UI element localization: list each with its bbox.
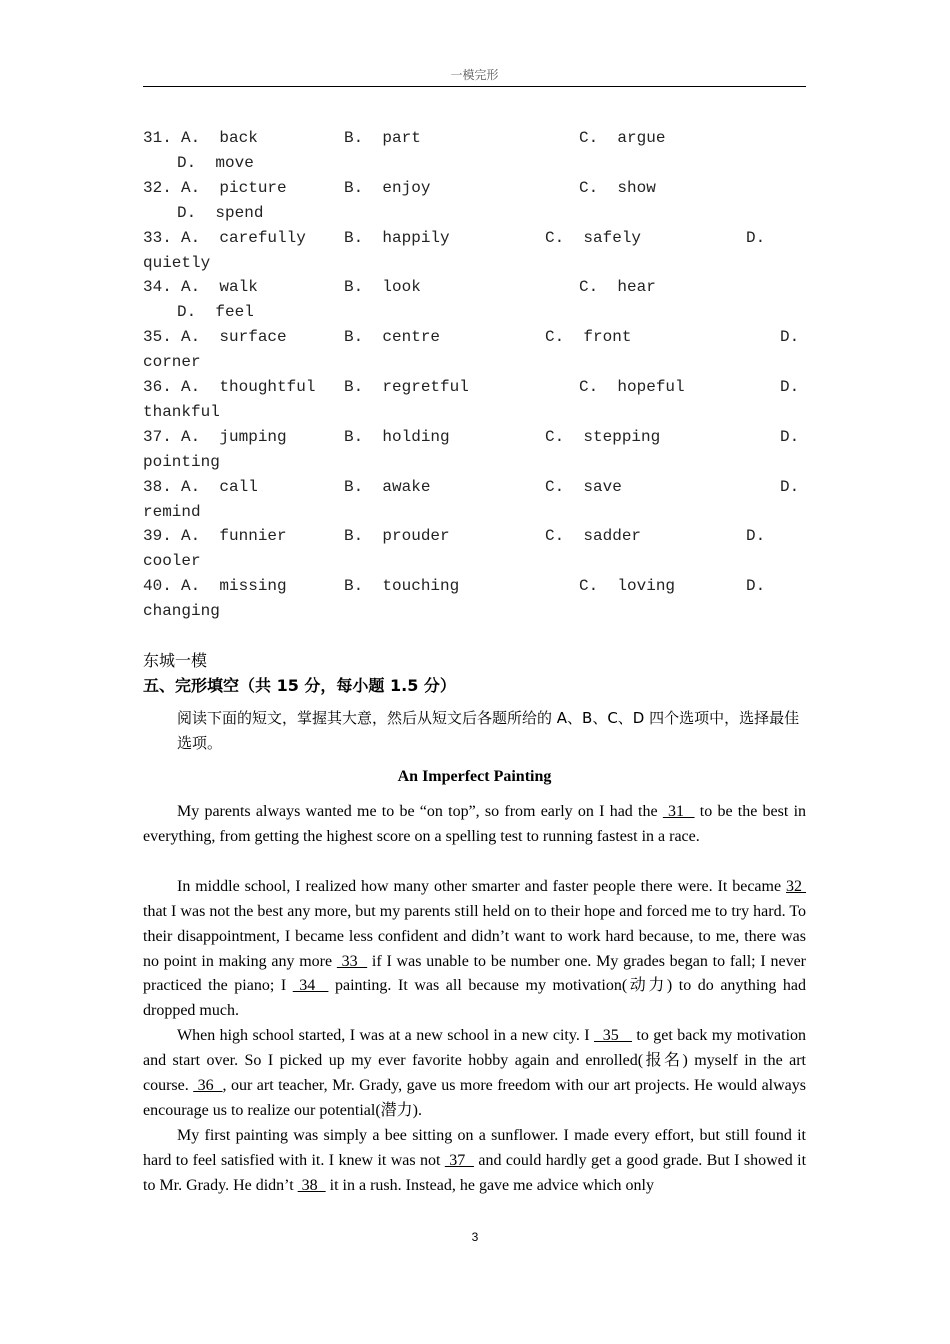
answer-options-list [143,126,806,624]
page-number: 3 [471,1230,479,1244]
option-a: A. call [181,477,258,496]
option-d-text: pointing [143,452,220,471]
header-title: 一模完形 [450,68,499,82]
option-c: C. hopeful [579,377,685,396]
text: and could hardly get a good grade. But I showed it to Mr. Grady. He didn’t [143,1151,807,1194]
text: In middle school, I realized how many other smarter and faster people there were. It became [177,877,786,895]
blank-36: 36 [193,1077,223,1095]
option-item-37 [143,425,806,475]
option-b: B. centre [344,328,441,347]
option-a: A. surface [181,328,287,347]
blank-31: 31 [662,803,695,820]
blank-37: 37 [444,1151,474,1169]
option-b: B. touching [344,577,460,596]
option-d: D. move [177,154,254,172]
option-a: A. missing [181,577,287,596]
blank-38: 38 [297,1176,326,1194]
question-number: 39. [143,527,172,546]
section-title: 五、完形填空（共 15 分，每小题 1.5 分） [143,676,456,695]
option-b: B. happily [344,228,450,247]
option-d: D. [780,477,800,496]
option-item-39 [143,524,806,574]
blank-33: 33 [336,952,368,970]
option-c: C. sadder [545,527,642,546]
paragraph-2 [143,875,806,1024]
question-number: 33. [143,228,172,247]
option-d: D. spend [177,203,264,222]
option-item-32 [143,176,806,226]
question-number: 32. [143,178,172,197]
option-c: C. stepping [545,427,661,446]
option-c: C. loving [579,577,676,596]
paragraph-3 [143,1024,806,1124]
option-d-text: quietly [143,253,211,272]
text: it in a rush. Instead, he gave me advice which only [325,1176,654,1194]
option-b: B. look [344,278,421,297]
exam-source: 东城一模 [143,651,208,670]
option-a: A. jumping [181,427,287,446]
option-a: A. thoughtful [181,377,316,396]
question-number: 34. [143,278,172,297]
option-item-33 [143,226,806,276]
option-c: C. safely [545,228,642,247]
paragraph-4 [143,1124,806,1199]
text: , our art teacher, Mr. Grady, gave us more freedom with our art projects. He would always encourage us to realize our potential(潜力). [143,1077,806,1119]
question-number: 31. [143,129,172,147]
question-number: 40. [143,577,172,596]
option-b: B. part [344,129,421,147]
option-b: B. prouder [344,527,450,546]
option-a: A. funnier [181,527,287,546]
option-c: C. save [545,477,622,496]
option-d: D. [746,527,766,546]
text: to get back my motivation and start over. So I picked up my ever favorite hobby again and enrolled(报名) myself in the art course. [143,1027,807,1095]
option-b: B. enjoy [344,178,431,197]
option-a: A. back [181,129,258,147]
option-d: D. [780,427,800,446]
option-a: A. carefully [181,228,306,247]
page-header [143,64,806,87]
option-d-text: thankful [143,402,220,421]
passage [143,800,806,1199]
option-c: C. hear [579,278,656,297]
option-d: D. [746,577,766,596]
option-item-38 [143,475,806,525]
question-number: 36. [143,377,172,396]
text: My first painting was simply a bee sitting on a sunflower. I made every effort, but still found it hard to feel satisfied with it. I knew it was not [143,1126,806,1169]
option-d: D. [780,328,800,347]
option-c: C. argue [579,129,666,147]
option-c: C. front [545,328,632,347]
option-a: A. picture [181,178,287,197]
text: When high school started, I was at a new school in a new city. I [177,1027,594,1045]
option-item-34 [143,275,806,325]
option-b: B. regretful [344,377,469,396]
paragraph-1 [143,800,806,850]
blank-35: 35 [593,1027,633,1045]
question-number: 37. [143,427,172,446]
option-d: D. feel [177,303,254,322]
question-number: 35. [143,328,172,347]
option-item-36 [143,375,806,425]
passage-title: An Imperfect Painting [397,768,552,785]
text: that I was not the best any more, but my parents still held on to their hope and forced me to try hard. To their disappointment, I became less confident and didn’t want to work hard because, to me, there was no point in making any more [143,902,806,970]
option-d: D. [746,228,766,247]
text: to be the best in everything, from getting the highest score on a spelling test to running fastest in a race. [143,803,807,845]
blank-34: 34 [292,977,329,995]
option-d-text: remind [143,502,201,521]
blank-32: 32 [786,877,806,895]
option-a: A. walk [181,278,258,297]
option-d-text: changing [143,602,220,621]
option-item-31 [143,126,806,176]
option-b: B. holding [344,427,450,446]
text: My parents always wanted me to be “on top”, so from early on I had the [177,803,663,820]
option-d-text: corner [143,353,201,372]
option-c: C. show [579,178,656,197]
option-b: B. awake [344,477,431,496]
option-item-40 [143,574,806,624]
section-instructions: 阅读下面的短文，掌握其大意，然后从短文后各题所给的 A、B、C、D 四个选项中，选择最佳选项。 [177,709,800,752]
question-number: 38. [143,477,172,496]
option-d: D. [780,377,800,396]
text: if I was unable to be number one. My grades began to fall; I never practiced the piano; I [143,952,807,995]
option-d-text: cooler [143,552,201,571]
option-item-35 [143,325,806,375]
text: painting. It was all because my motivation(动力) to do anything had dropped much. [143,977,806,1020]
